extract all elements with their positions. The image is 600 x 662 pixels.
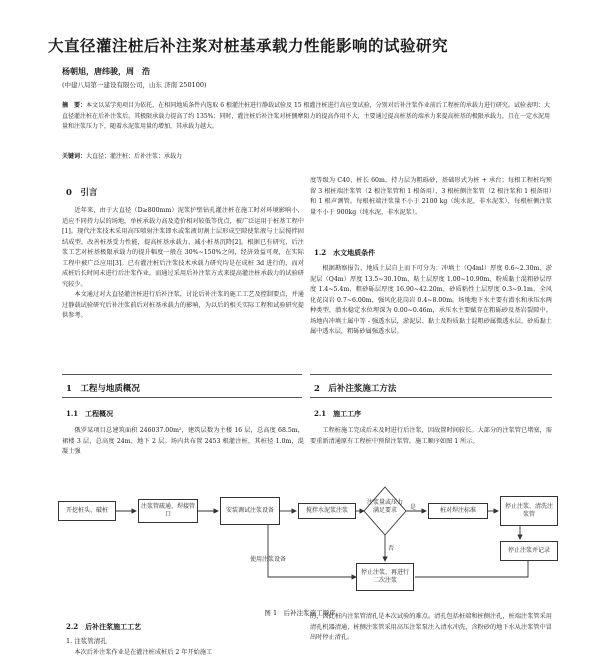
abstract-text: 本文以某学苑项目为依托，在相同地质条件内选取 6 根灌注桩进行静载试验及 15 根灌注桩进行高应变试验，分别对后补注浆作业前后工程桩的承载力进行研究。试验表明：大直径灌注桩在后补注浆后，其极限承载力提高了约 135%；同时，灌注桩后补注浆对桩侧摩阻力的提高作用不大，主要通过提高桩基的端承力来提高桩基的极限承载力，且在一定水泥用量和注浆压力下，随着水泥浆用量的增加，其承载力越大。 — [62, 102, 550, 130]
section-1-1-body — [62, 426, 304, 458]
flow-yes-label: 是 — [410, 504, 417, 511]
section-1-1-continued-paragraph: 度等级为 C40，桩长 60m，持力层为粗砾砂，基础形式为桩 + 承台；每根工程桩均预留 3 根桩端注浆管（2 根注浆管和 1 根备用），3 根桩侧注浆管（2 根注浆和 1 根备用）和 1 根声测管。每根桩端注浆量不小于 2100 kg（纯水泥，非水泥浆），每根桩侧注浆量不小于 900kg（纯水泥，非水泥浆）。 — [310, 177, 552, 216]
section-0-body — [62, 206, 304, 322]
section-1-1-heading: 1.1 工程概况 — [66, 409, 114, 418]
section-1-2-paragraph: 根据勘察报告，地质土层自上而下可分为：冲填土（Q4ml）厚度 0.6~2.30m、淤泥层（Q4m）厚度 13.5~30.10m、粘土层厚度 1.00~10.90m、粉质黏土混粗砂层厚度 1.4~5.4m、粗砂砾层厚度 16.90~42.20m，砂质粘性土层厚度 0.3~9.1m，全风化花岗岩 0.7~6.00m，强风化花岗岩 0.4~8.00m。场地地下水主要有潜水和承压水两种类型，潜水稳定水位埋深为 0.00~0.46m，承压水主要赋存在粗砾砂及基岩裂隙中。场地内冲填土属中等 - 强透水层，淤泥层、黏土及粉质黏土混粗砂属微透水层，砂质黏土属中透水层，粗砾砂属强透水层。 — [310, 265, 552, 335]
keywords-text: 大直径；灌注桩；后补注浆；承载力 — [86, 153, 183, 160]
construction-flowchart — [58, 469, 558, 604]
keywords — [62, 151, 550, 160]
paper-title: 大直径灌注桩后补注浆对桩基承载力性能影响的试验研究 — [48, 36, 449, 55]
section-2-2-item-1: 1. 注浆管清孔 — [66, 637, 107, 645]
authors: 杨朝旭，唐纬骏，周 浩 — [62, 66, 150, 76]
flow-step-use-equipment: 使用注浆设备 — [249, 556, 286, 563]
section-2-1-paragraph: 工程桩施工完成后未及时进行后注浆，因故置时间较长。大部分的注浆管已堵塞，需要重新清通原有工程桩中预留注浆管。施工顺序如图 1 所示。 — [310, 427, 552, 445]
flow-step-excavate: 开挖桩头、破桩 — [58, 501, 116, 521]
section-divider — [310, 374, 552, 375]
section-2-2-continued-paragraph: 的，因此桩内注浆管清孔是本次试验的难点。清孔包括桩端和桩侧注孔，桩端注浆管采用清孔机器清通，桩侧注浆管采用高压注浆泵注入清水冲洗，含粉砂的地下水从注浆管中冒出时停止清孔。 — [310, 613, 552, 641]
section-2-heading: 2 后补注浆施工方法 — [314, 384, 397, 394]
flow-step-clear-pipes: 注浆管疏通、焊接管口 — [138, 499, 198, 523]
section-2-2-heading: 2.2 后补注浆施工工艺 — [66, 622, 142, 631]
section-divider — [310, 397, 552, 398]
section-0-paragraph-1: 近年来，由于大直径（D≥800mm）泥浆护壁钻孔灌注桩在施工时对环境影响小，适应不同持力层的场地，单桩承载力高及造价相对较低等优点，被广泛运用于桩基工程中[1]。现代注浆技术采用高压喷射注浆即水或浆液切割土层形成空隙使浆液与土层搅拌固结成型，改善桩基受力性能，提高桩基承载力，减小桩基沉降[2]。根据已有研究，后注浆工艺对桩基极限承载力的提升幅度一般在 30%~150%之间，经济效益可观，在实际工程中被广泛应用[3]。已有灌注桩后注浆技术承载力研究均是在成桩 3d 进行的，而对成桩后长时间未进行后注浆作业，而通过采用后补注浆方式来提高灌注桩承载力的试验研究较少。 — [62, 207, 304, 288]
section-0-paragraph-2: 本文通过对大直径灌注桩进行后补注浆，讨论后补注浆的施工工艺及控制要点，并通过静载试验研究后补注浆前后对桩基承载力的影响，为以后的相关实际工程和试验研究提供参考。 — [62, 291, 304, 319]
flow-no-label: 否 — [388, 545, 395, 552]
section-1-2-body — [310, 264, 552, 338]
section-2-2-continued — [310, 612, 552, 644]
flow-step-second-grouting: 停止注浆、再进行二次注浆 — [356, 563, 414, 591]
section-1-2-heading: 1.2 水文地质条件 — [314, 248, 376, 257]
section-1-1-continued — [310, 176, 552, 218]
section-2-2-paragraph: 本次后补注浆作业是在灌注桩成桩后 2 年开始施工 — [74, 649, 213, 656]
section-divider — [62, 397, 302, 398]
section-2-2-body — [62, 648, 304, 659]
flow-step-stop-clean: 停止注浆、清洗注浆管 — [500, 496, 558, 526]
flowchart-connectors — [58, 469, 558, 604]
flow-step-install-equipment: 安装调试注浆设备 — [220, 497, 280, 525]
section-1-heading: 1 工程与地质概况 — [66, 384, 140, 394]
flow-step-stop-record: 停止注浆并记录 — [500, 541, 558, 561]
flow-decision: 注浆量或压力满足要求 — [367, 499, 404, 514]
affiliation: (中建八局第一建设有限公司，山东 济南 250100) — [62, 81, 207, 89]
keywords-label: 关键词： — [62, 153, 87, 160]
flow-step-standard: 桩对焊注标准 — [428, 503, 488, 519]
section-1-1-paragraph: 俄罗某项目总建筑面积 246037.00m²，建筑层数为主楼 16 层，总高度 68.5m，裙楼 3 层，总高度 24m，地下 2 层。场内共布置 2453 根灌注桩，其桩径 1.0m，混凝土强 — [62, 427, 304, 455]
section-divider — [62, 374, 302, 375]
abstract-label: 摘 要： — [62, 102, 87, 109]
abstract — [62, 101, 550, 133]
figure-caption: 图 1 后补注浆施工顺序 — [264, 609, 336, 617]
flow-step-mix-grout: 搅拌水泥浆注浆 — [298, 503, 356, 519]
section-2-1-body — [310, 426, 552, 447]
section-2-1-heading: 2.1 施工工序 — [314, 409, 362, 418]
section-0-heading: 0 引言 — [66, 188, 98, 198]
